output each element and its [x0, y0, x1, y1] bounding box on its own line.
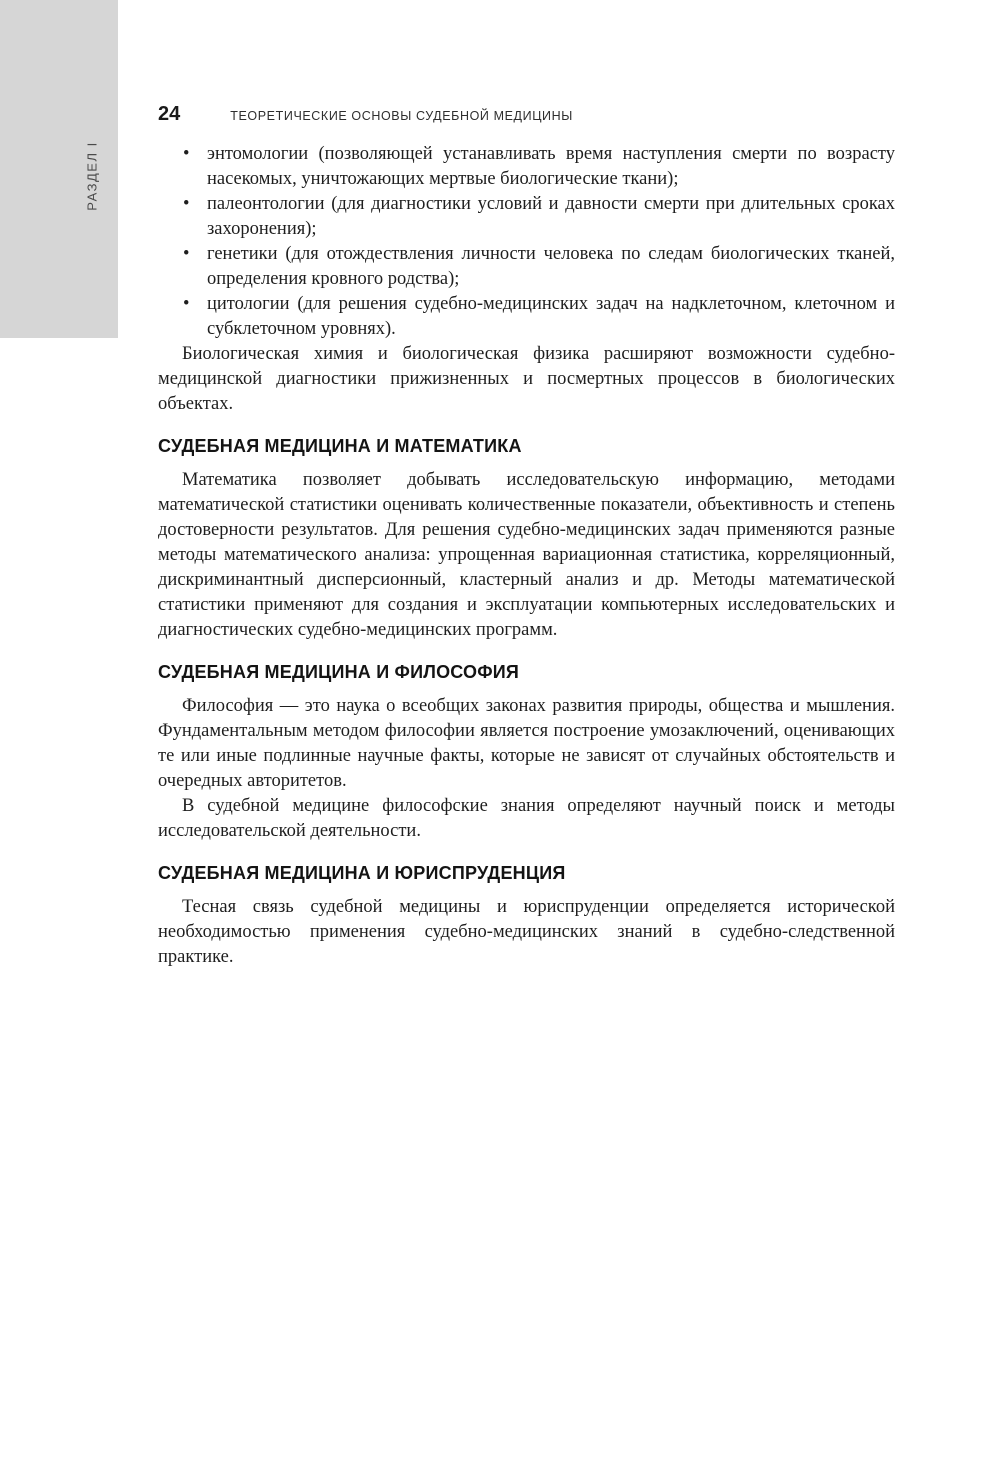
bullet-list: [158, 142, 895, 342]
running-header: [158, 103, 895, 126]
paragraph: Математика позволяет добывать исследовательскую информацию, методами математической статистики оценивать количественные показатели, объективность и степень достоверности результатов. Для решения судебно-медицинских задач применяются разные методы математического анализа: упрощенная вариационная статистика, корреляционный, дискриминантный дисперсионный, кластерный анализ и др. Методы математической статистики применяют для создания и эксплуатации компьютерных исследовательских и диагностических судебно-медицинских программ.: [158, 470, 895, 640]
paragraph: В судебной медицине философские знания определяют научный поиск и методы исследовательской деятельности.: [158, 796, 895, 841]
section-tab-label: РАЗДЕЛ I: [84, 141, 100, 211]
list-item: • энтомологии (позволяющей устанавливать время наступления смерти по возрасту насекомых, уничтожающих мертвые биологические ткани);: [207, 142, 895, 192]
section-heading-jurisprudence: СУДЕБНАЯ МЕДИЦИНА И ЮРИСПРУДЕНЦИЯ: [158, 863, 566, 883]
list-item: • генетики (для отождествления личности человека по следам биологических тканей, определения кровного родства);: [207, 242, 895, 292]
paragraph: Философия — это наука о всеобщих законах развития природы, общества и мышления. Фундаментальным методом философии является построение умозаключений, оценивающих те или иные подлинные научные факты, которые не зависят от случайных обстоятельств и очередных авторитетов.: [158, 696, 895, 791]
section-tab: [0, 0, 118, 338]
section-heading-philosophy: СУДЕБНАЯ МЕДИЦИНА И ФИЛОСОФИЯ: [158, 662, 520, 682]
text-column: [158, 103, 895, 970]
section-heading-mathematics: СУДЕБНАЯ МЕДИЦИНА И МАТЕМАТИКА: [158, 436, 522, 456]
paragraph: Биологическая химия и биологическая физика расширяют возможности судебно-медицинской диагностики прижизненных и посмертных процессов в биологических объектах.: [158, 344, 895, 414]
page-number: 24: [158, 103, 181, 125]
list-item: • цитологии (для решения судебно-медицинских задач на надклеточном, клеточном и субклеточном уровнях).: [207, 292, 895, 342]
running-title: ТЕОРЕТИЧЕСКИЕ ОСНОВЫ СУДЕБНОЙ МЕДИЦИНЫ: [230, 109, 573, 123]
body-text: [158, 142, 895, 970]
paragraph: Тесная связь судебной медицины и юриспруденции определяется исторической необходимостью применения судебно-медицинских знаний в судебно-следственной практике.: [158, 897, 895, 967]
list-item: • палеонтологии (для диагностики условий и давности смерти при длительных сроках захоронения);: [207, 192, 895, 242]
